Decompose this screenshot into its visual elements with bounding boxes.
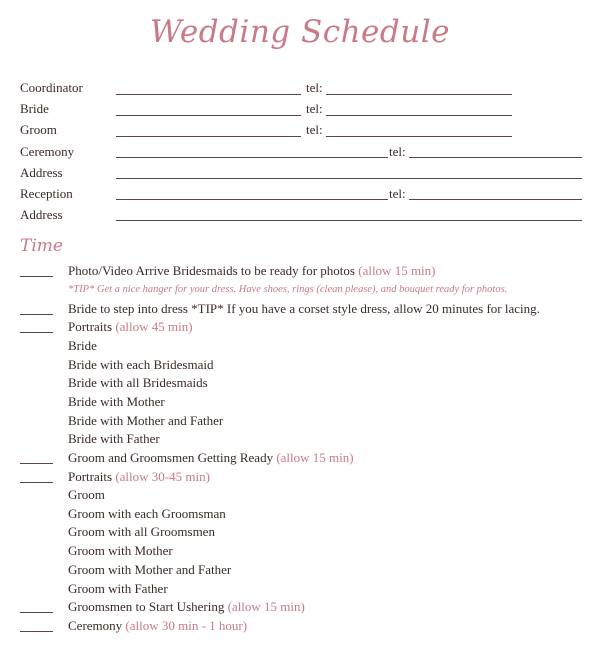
ceremony-tel-field[interactable]	[409, 157, 582, 158]
bride-tel-field[interactable]	[326, 115, 512, 116]
tip-dress-hanger: *TIP* Get a nice hanger for your dress. Have shoes, rings (clean please), and bouquet ready for photos.	[68, 284, 508, 295]
coordinator-name-field[interactable]	[116, 94, 301, 95]
schedule-item-ceremony	[68, 618, 247, 634]
schedule-item-note: (allow 30 min - 1 hour)	[125, 618, 248, 633]
schedule-item-bride-dress	[68, 301, 540, 317]
time-blank-ushering[interactable]	[20, 612, 53, 613]
schedule-item-groom: Groom	[68, 487, 105, 502]
schedule-item-groom-father: Groom with Father	[68, 581, 168, 596]
schedule-item-text: Ceremony	[68, 618, 123, 633]
reception-name-field[interactable]	[116, 199, 388, 200]
bride-tel-label: tel:	[306, 101, 323, 116]
reception-label: Reception	[20, 186, 73, 201]
coordinator-tel-field[interactable]	[326, 94, 512, 95]
schedule-item-note: (allow 30-45 min)	[115, 469, 210, 484]
bride-label: Bride	[20, 101, 49, 116]
schedule-item-bride-mother: Bride with Mother	[68, 394, 165, 409]
ceremony-label: Ceremony	[20, 144, 75, 159]
time-blank-ceremony[interactable]	[20, 631, 53, 632]
reception-tel-label: tel:	[389, 186, 406, 201]
coordinator-label: Coordinator	[20, 80, 83, 95]
reception-address-field[interactable]	[116, 220, 582, 221]
schedule-item-groom-each-groomsman: Groom with each Groomsman	[68, 506, 226, 521]
time-blank-photo-video[interactable]	[20, 276, 53, 277]
schedule-item-note: (allow 15 min)	[227, 599, 305, 614]
time-blank-bride-dress[interactable]	[20, 314, 53, 315]
groom-tel-field[interactable]	[326, 136, 512, 137]
schedule-item-bride-mother-father: Bride with Mother and Father	[68, 413, 224, 428]
schedule-item-bride: Bride	[68, 338, 97, 353]
schedule-item-bride-all-bridesmaids: Bride with all Bridesmaids	[68, 375, 208, 390]
time-blank-bride-portraits[interactable]	[20, 332, 53, 333]
schedule-item-bride-portraits	[68, 319, 193, 335]
schedule-item-photo-video	[68, 263, 436, 279]
groom-name-field[interactable]	[116, 136, 301, 137]
time-blank-groom-portraits[interactable]	[20, 482, 53, 483]
bride-name-field[interactable]	[116, 115, 301, 116]
schedule-item-bride-each-bridesmaid: Bride with each Bridesmaid	[68, 357, 214, 372]
schedule-item-text: Photo/Video Arrive Bridesmaids to be ready for photos	[68, 263, 355, 278]
reception-address-label: Address	[20, 207, 63, 222]
schedule-item-groom-mother-father: Groom with Mother and Father	[68, 562, 232, 577]
ceremony-address-label: Address	[20, 165, 63, 180]
schedule-item-ushering	[68, 599, 305, 615]
schedule-item-note: (allow 45 min)	[115, 319, 193, 334]
groom-tel-label: tel:	[306, 122, 323, 137]
schedule-item-text: Groomsmen to Start Ushering	[68, 599, 225, 614]
ceremony-tel-label: tel:	[389, 144, 406, 159]
time-blank-groom-ready[interactable]	[20, 463, 53, 464]
schedule-item-groom-mother: Groom with Mother	[68, 543, 173, 558]
schedule-item-note: (allow 15 min)	[276, 450, 354, 465]
time-section-heading: Time	[20, 236, 63, 256]
schedule-item-text: Bride to step into dress *TIP* If you have a corset style dress, allow 20 minutes for lacing.	[68, 301, 540, 316]
ceremony-address-field[interactable]	[116, 178, 582, 179]
ceremony-name-field[interactable]	[116, 157, 388, 158]
schedule-item-text: Portraits	[68, 469, 113, 484]
schedule-item-bride-father: Bride with Father	[68, 431, 160, 446]
schedule-item-note: (allow 15 min)	[358, 263, 436, 278]
schedule-item-groom-portraits	[68, 469, 210, 485]
page-title: Wedding Schedule	[150, 14, 450, 50]
schedule-item-text: Groom and Groomsmen Getting Ready	[68, 450, 274, 465]
schedule-item-groom-ready	[68, 450, 354, 466]
schedule-item-groom-all-groomsmen: Groom with all Groomsmen	[68, 524, 215, 539]
schedule-item-text: Portraits	[68, 319, 113, 334]
coordinator-tel-label: tel:	[306, 80, 323, 95]
groom-label: Groom	[20, 122, 57, 137]
reception-tel-field[interactable]	[409, 199, 582, 200]
